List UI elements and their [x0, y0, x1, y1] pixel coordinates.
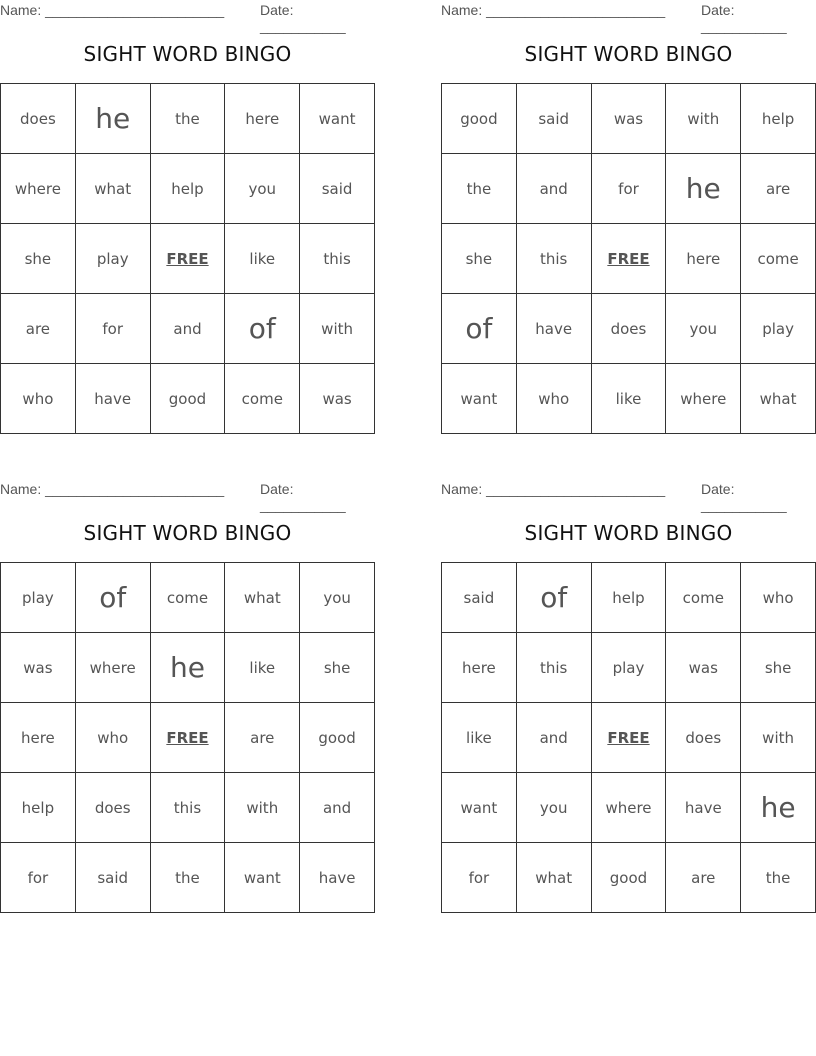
bingo-cell: where [1, 154, 76, 224]
bingo-cell: was [666, 633, 741, 703]
bingo-cell: play [75, 224, 150, 294]
bingo-cell: she [300, 633, 375, 703]
bingo-cell: with [225, 773, 300, 843]
bingo-cell: you [516, 773, 591, 843]
bingo-cell: who [741, 563, 816, 633]
bingo-cell: was [1, 633, 76, 703]
bingo-cell: this [516, 224, 591, 294]
bingo-cell: for [591, 154, 666, 224]
bingo-cell: with [741, 703, 816, 773]
card-header [441, 2, 816, 34]
bingo-cell: are [1, 294, 76, 364]
bingo-cell: the [741, 843, 816, 913]
bingo-cell: of [225, 294, 300, 364]
bingo-cell: are [666, 843, 741, 913]
bingo-grid [0, 83, 375, 434]
bingo-cell: for [1, 843, 76, 913]
bingo-cell: good [442, 84, 517, 154]
free-space: FREE [150, 703, 225, 773]
bingo-cell: she [442, 224, 517, 294]
bingo-cell: she [741, 633, 816, 703]
bingo-cell: who [516, 364, 591, 434]
bingo-cell: have [516, 294, 591, 364]
bingo-cell: this [150, 773, 225, 843]
bingo-cell: does [75, 773, 150, 843]
bingo-cell: come [741, 224, 816, 294]
bingo-cell: what [75, 154, 150, 224]
card-title: SIGHT WORD BINGO [524, 42, 733, 66]
bingo-cell: help [591, 563, 666, 633]
bingo-cell: does [1, 84, 76, 154]
bingo-cell: here [1, 703, 76, 773]
bingo-cell: and [516, 154, 591, 224]
bingo-cell: help [741, 84, 816, 154]
bingo-cell: for [442, 843, 517, 913]
bingo-cell: have [300, 843, 375, 913]
bingo-cell: you [300, 563, 375, 633]
bingo-cell: come [150, 563, 225, 633]
bingo-cell: are [741, 154, 816, 224]
bingo-cell: he [666, 154, 741, 224]
bingo-cell: of [516, 563, 591, 633]
bingo-cell: who [75, 703, 150, 773]
bingo-grid [0, 562, 375, 913]
bingo-cell: what [741, 364, 816, 434]
date-field[interactable]: Date: ___________ [260, 481, 346, 513]
bingo-cell: what [225, 563, 300, 633]
bingo-cell: good [300, 703, 375, 773]
bingo-cell: and [300, 773, 375, 843]
bingo-cell: have [666, 773, 741, 843]
bingo-cell: want [442, 364, 517, 434]
bingo-cell: said [516, 84, 591, 154]
bingo-cell: said [442, 563, 517, 633]
bingo-cell: does [591, 294, 666, 364]
bingo-cell: said [75, 843, 150, 913]
bingo-cell: good [591, 843, 666, 913]
bingo-cell: for [75, 294, 150, 364]
card-title: SIGHT WORD BINGO [83, 521, 292, 545]
bingo-cell: help [1, 773, 76, 843]
card-header [441, 481, 816, 513]
bingo-cell: where [666, 364, 741, 434]
name-field[interactable]: Name: _______________________ [441, 2, 666, 18]
bingo-cell: this [300, 224, 375, 294]
card-header [0, 2, 375, 34]
date-field[interactable]: Date: ___________ [260, 2, 346, 34]
bingo-cell: was [591, 84, 666, 154]
bingo-cell: the [150, 84, 225, 154]
bingo-cell: he [75, 84, 150, 154]
bingo-cell: like [225, 633, 300, 703]
bingo-cell: with [300, 294, 375, 364]
bingo-cell: of [442, 294, 517, 364]
name-field[interactable]: Name: _______________________ [0, 481, 225, 497]
date-field[interactable]: Date: ___________ [701, 481, 787, 513]
bingo-cell: want [225, 843, 300, 913]
bingo-cell: want [442, 773, 517, 843]
bingo-cell: the [150, 843, 225, 913]
bingo-cell: here [442, 633, 517, 703]
bingo-cell: want [300, 84, 375, 154]
bingo-cell: she [1, 224, 76, 294]
bingo-cell: where [591, 773, 666, 843]
bingo-cell: was [300, 364, 375, 434]
bingo-cell: like [442, 703, 517, 773]
bingo-cell: he [150, 633, 225, 703]
free-space: FREE [591, 224, 666, 294]
bingo-cell: you [666, 294, 741, 364]
name-field[interactable]: Name: _______________________ [0, 2, 225, 18]
bingo-cell: like [225, 224, 300, 294]
bingo-cell: help [150, 154, 225, 224]
bingo-cell: and [150, 294, 225, 364]
bingo-grid [441, 83, 816, 434]
bingo-cell: play [591, 633, 666, 703]
bingo-cell: the [442, 154, 517, 224]
bingo-cell: are [225, 703, 300, 773]
bingo-cell: here [666, 224, 741, 294]
bingo-cell: play [741, 294, 816, 364]
date-field[interactable]: Date: ___________ [701, 2, 787, 34]
free-space: FREE [591, 703, 666, 773]
bingo-cell: here [225, 84, 300, 154]
bingo-cell: play [1, 563, 76, 633]
bingo-cell: come [225, 364, 300, 434]
bingo-cell: he [741, 773, 816, 843]
bingo-grid [441, 562, 816, 913]
card-title: SIGHT WORD BINGO [524, 521, 733, 545]
bingo-cell: have [75, 364, 150, 434]
bingo-cell: what [516, 843, 591, 913]
bingo-cell: with [666, 84, 741, 154]
bingo-cell: does [666, 703, 741, 773]
name-field[interactable]: Name: _______________________ [441, 481, 666, 497]
bingo-cell: this [516, 633, 591, 703]
free-space: FREE [150, 224, 225, 294]
bingo-cell: and [516, 703, 591, 773]
card-header [0, 481, 375, 513]
bingo-cell: good [150, 364, 225, 434]
bingo-cell: like [591, 364, 666, 434]
bingo-cell: of [75, 563, 150, 633]
card-title: SIGHT WORD BINGO [83, 42, 292, 66]
bingo-cell: who [1, 364, 76, 434]
bingo-cell: come [666, 563, 741, 633]
bingo-cell: you [225, 154, 300, 224]
bingo-cell: where [75, 633, 150, 703]
bingo-cell: said [300, 154, 375, 224]
